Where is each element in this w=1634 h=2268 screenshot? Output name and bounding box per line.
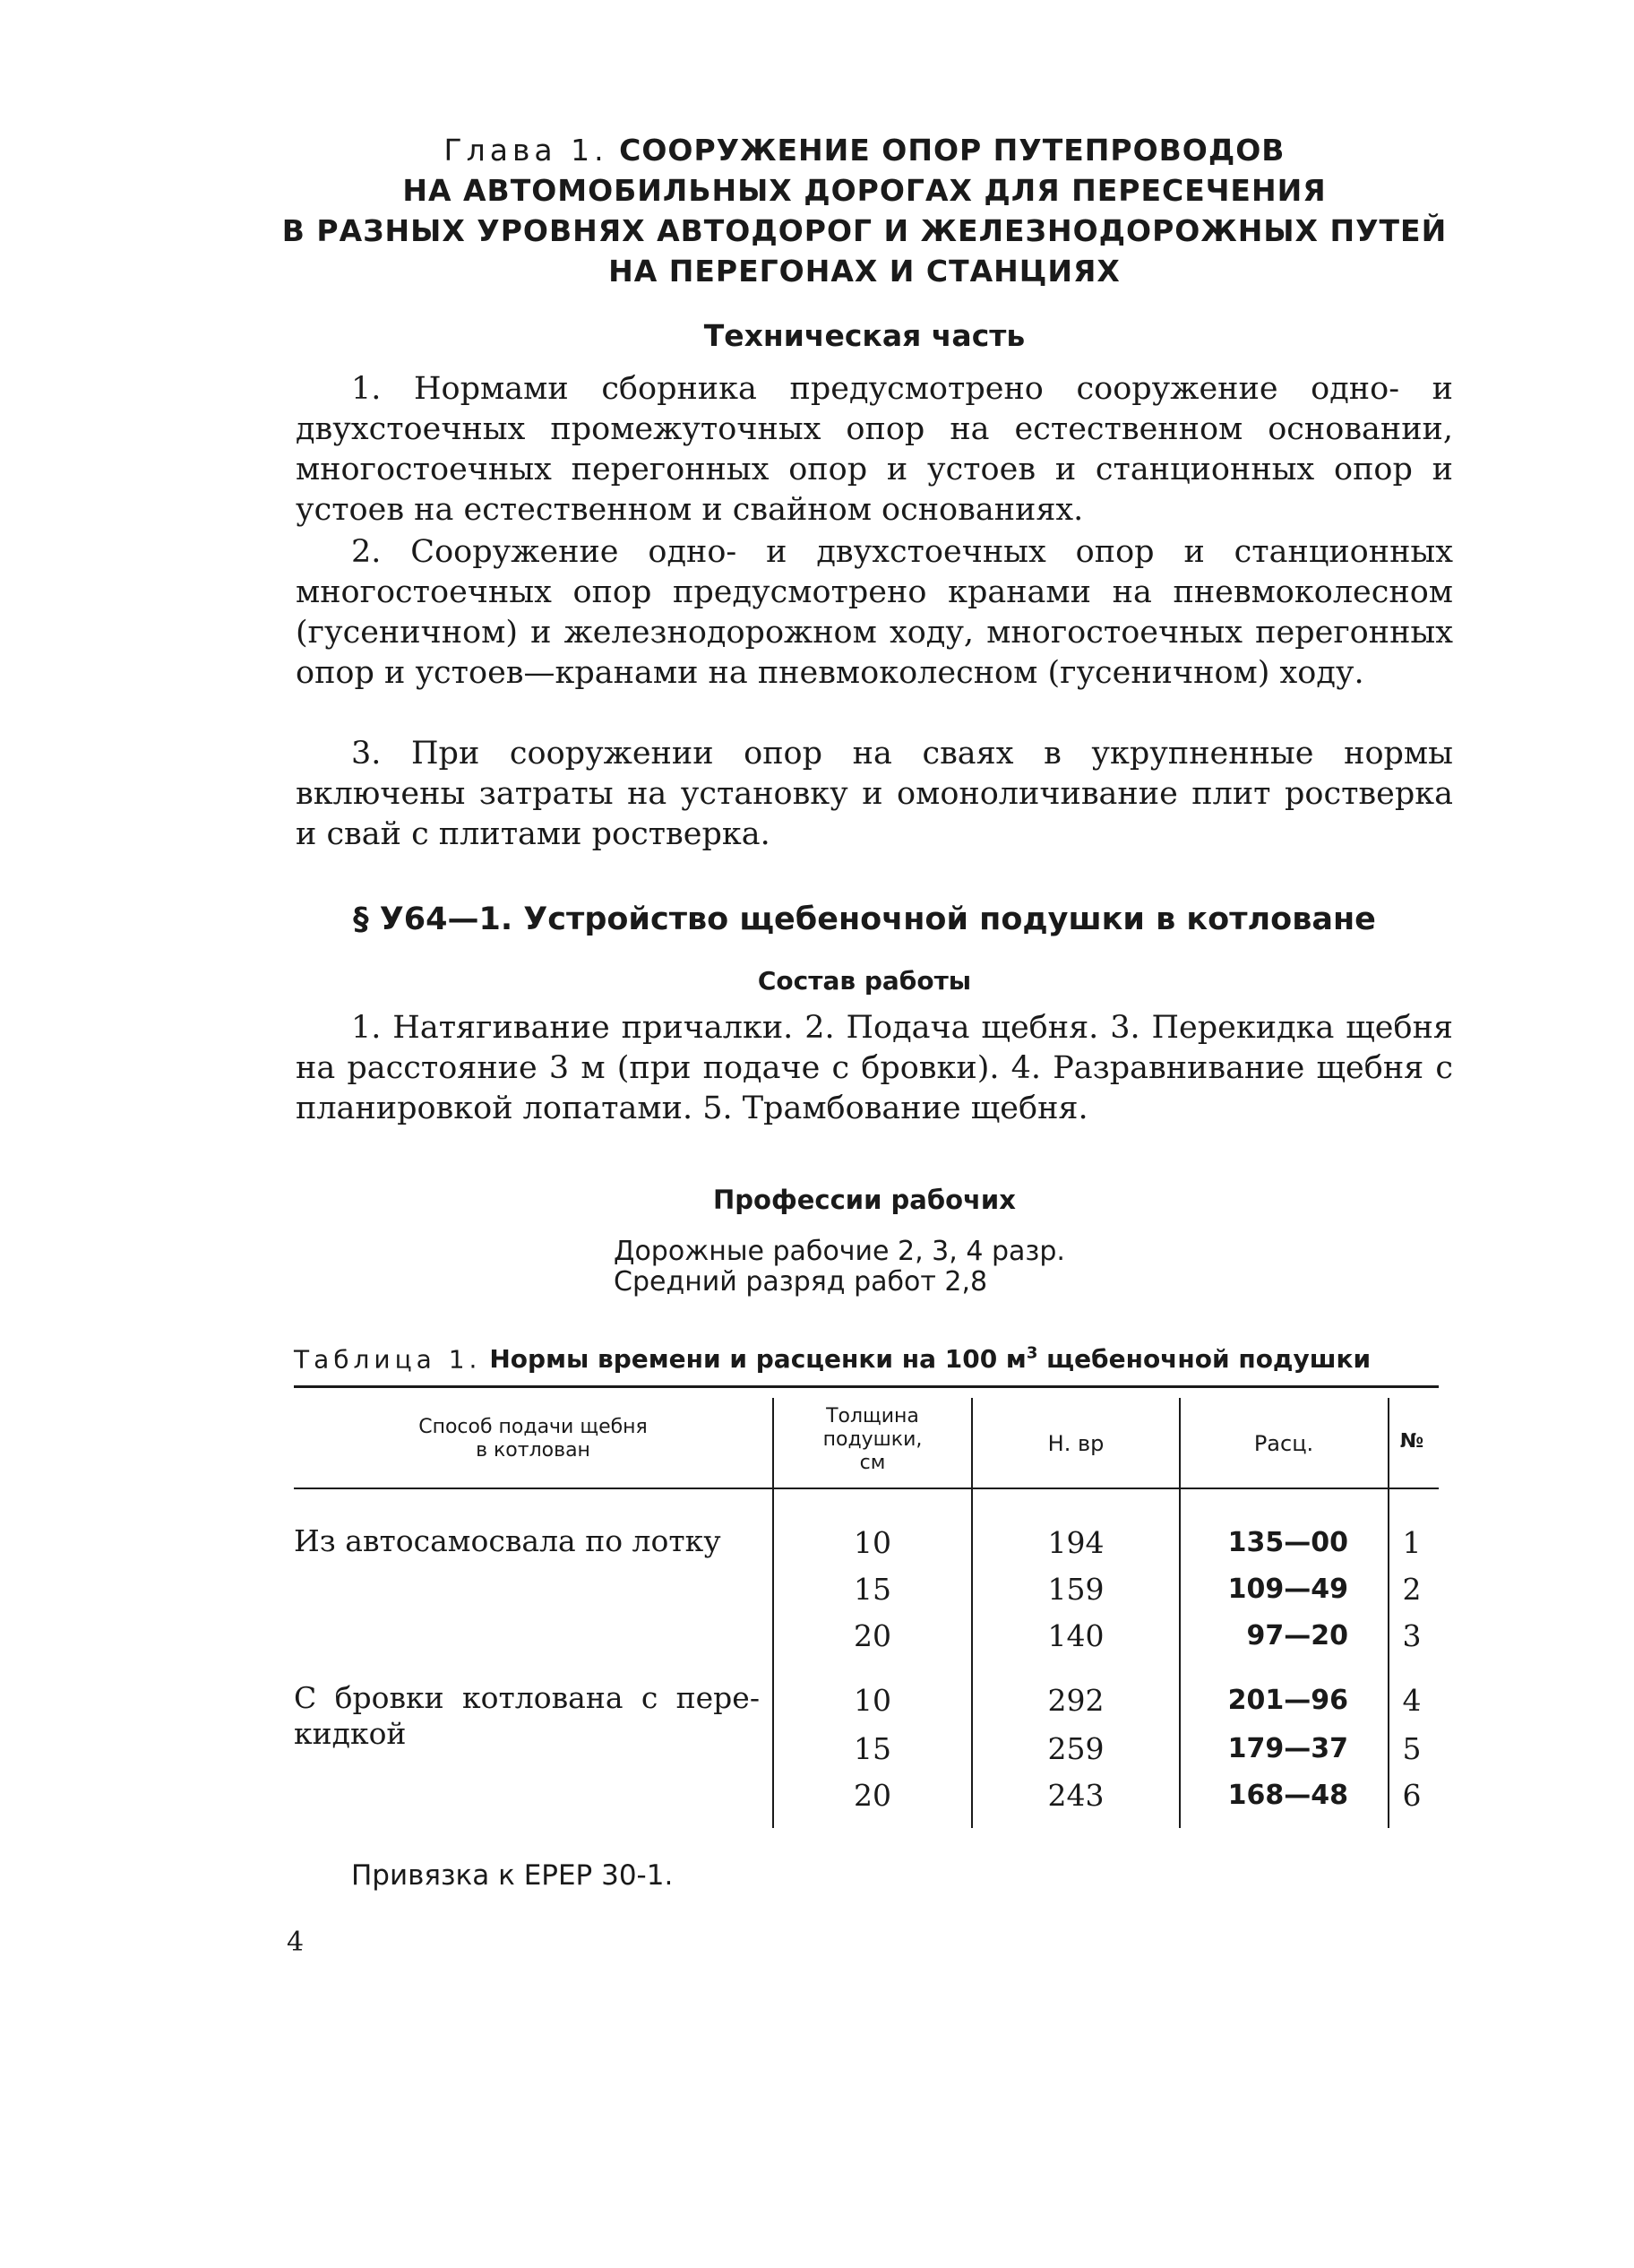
chapter-heading — [269, 130, 1460, 291]
chapter-title-line: СООРУЖЕНИЕ ОПОР ПУТЕПРОВОДОВ — [619, 133, 1286, 168]
paragraph: 1. Нормами сборника предусмотрено сооружение одно- и двухстоечных промежуточных опор на естественном основании, многостоечных перегонных опор и устоев и станционных опор и устоев на естественном и свайном основаниях. — [296, 371, 1453, 528]
cell-number: 6 — [1402, 1778, 1422, 1813]
cell-rate: 179—37 — [1227, 1733, 1348, 1764]
cell-rate: 168—48 — [1227, 1780, 1348, 1811]
header-line: Толщина — [826, 1405, 919, 1427]
work-composition-text: 1. Натягивание причалки. 2. Подача щебня. 3. Перекидка щебня на расстояние 3 м (при подаче с бровки). 4. Разравнивание щебня с планировкой лопатами. 5. Трамбование щебня. — [296, 1010, 1453, 1126]
cell-time: 292 — [1047, 1683, 1105, 1718]
cell-thickness: 10 — [854, 1525, 891, 1560]
footer-reference: Привязка к ЕРЕР 30-1. — [351, 1859, 674, 1892]
header-time: Н. вр — [1047, 1431, 1105, 1456]
table-header-rule — [294, 1488, 1439, 1489]
cell-rate: 201—96 — [1227, 1685, 1348, 1716]
workers-line: Дорожные рабочие 2, 3, 4 разр. — [614, 1236, 1065, 1267]
cell-thickness: 15 — [854, 1731, 891, 1766]
page-number: 4 — [287, 1927, 305, 1958]
cell-time: 194 — [1047, 1525, 1105, 1560]
cell-number: 3 — [1402, 1618, 1422, 1653]
table-top-rule — [294, 1385, 1439, 1388]
section-title: § У64—1. Устройство щебеночной подушки в котловане — [353, 901, 1376, 937]
table-column-rule — [1179, 1398, 1181, 1828]
table-caption-label: Таблица 1. — [294, 1344, 482, 1375]
chapter-title-line: В РАЗНЫХ УРОВНЯХ АВТОДОРОГ И ЖЕЛЕЗНОДОРОЖНЫХ ПУТЕЙ — [281, 213, 1448, 248]
workers-average: Средний разряд работ 2,8 — [614, 1266, 988, 1298]
header-thickness — [776, 1405, 969, 1475]
chapter-title-line: НА ПЕРЕГОНАХ И СТАНЦИЯХ — [608, 254, 1121, 289]
cell-time: 159 — [1047, 1572, 1105, 1607]
header-line: см — [859, 1452, 886, 1474]
cell-number: 5 — [1402, 1731, 1422, 1766]
table-caption-tail: щебеночной подушки — [1046, 1344, 1372, 1375]
cell-thickness: 10 — [854, 1683, 891, 1718]
professions-heading: Профессии рабочих — [713, 1185, 1016, 1215]
paragraph: 2. Сооружение одно- и двухстоечных опор и станционных многостоечных опор предусмотрено кранами на пневмоколесном (гусеничном) и железнодорожном ходу, многостоечных перегонных опор и устоев—кранами на пневмоколесном (гусеничном) ходу. — [296, 534, 1453, 691]
cell-number: 4 — [1402, 1683, 1422, 1718]
cell-thickness: 15 — [854, 1572, 891, 1607]
cell-thickness: 20 — [854, 1778, 891, 1813]
header-line: Способ подачи щебня — [418, 1416, 648, 1438]
method-group-2 — [294, 1680, 760, 1752]
table-column-rule — [772, 1398, 774, 1828]
method-line: С бровки котлована с пере- — [294, 1680, 760, 1715]
header-method — [305, 1416, 761, 1462]
table-caption-text: Нормы времени и расценки на 100 м — [489, 1344, 1027, 1375]
cell-time: 259 — [1047, 1731, 1105, 1766]
header-number: № — [1399, 1430, 1424, 1453]
technical-part-heading: Техническая часть — [703, 318, 1026, 353]
chapter-title-line: НА АВТОМОБИЛЬНЫХ ДОРОГАХ ДЛЯ ПЕРЕСЕЧЕНИЯ — [402, 173, 1327, 208]
method-line: кидкой — [294, 1716, 407, 1751]
cell-time: 140 — [1047, 1618, 1105, 1653]
chapter-line-1 — [269, 130, 1460, 170]
method-group-1: Из автосамосвала по лотку — [294, 1523, 721, 1558]
cell-time: 243 — [1047, 1778, 1105, 1813]
table-column-rule — [1388, 1398, 1389, 1828]
workers-block — [614, 1237, 1065, 1298]
cell-thickness: 20 — [854, 1618, 891, 1653]
header-line: в котлован — [476, 1439, 590, 1462]
paragraph: 3. При сооружении опор на сваях в укрупненные нормы включены затраты на установку и омоноличивание плит ростверка и свай с плитами ростверка. — [296, 736, 1453, 852]
work-composition-heading: Состав работы — [757, 966, 972, 996]
cell-rate: 97—20 — [1246, 1620, 1348, 1651]
cell-rate: 135—00 — [1227, 1527, 1348, 1558]
table-caption-sup: 3 — [1026, 1344, 1038, 1363]
header-line: подушки, — [822, 1428, 923, 1451]
cell-number: 1 — [1402, 1525, 1422, 1560]
header-rate: Расц. — [1253, 1431, 1314, 1456]
cell-number: 2 — [1402, 1572, 1422, 1607]
table-caption — [294, 1344, 1458, 1374]
table-column-rule — [971, 1398, 973, 1828]
chapter-label: Глава 1. — [443, 133, 608, 168]
cell-rate: 109—49 — [1227, 1574, 1348, 1605]
